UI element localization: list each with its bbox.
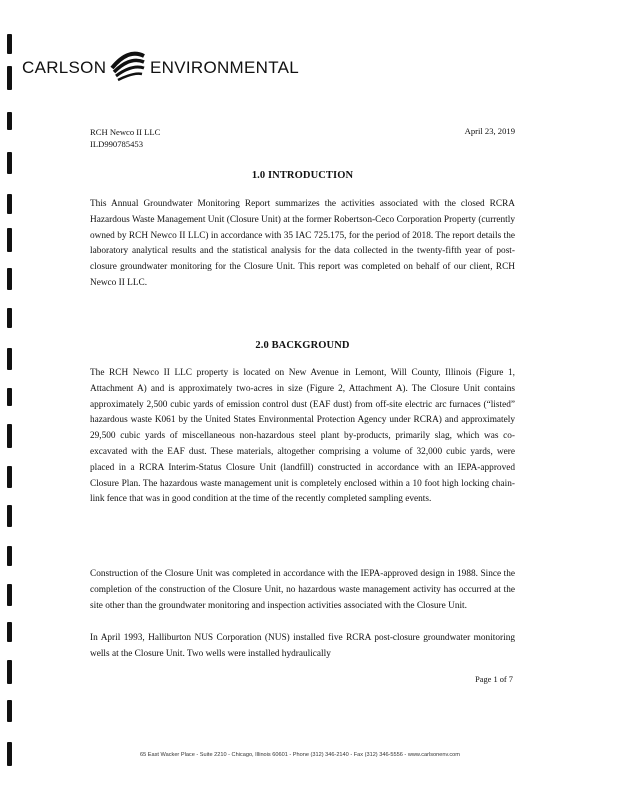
- page-number: Page 1 of 7: [475, 675, 513, 684]
- section-heading-background: 2.0 BACKGROUND: [255, 340, 350, 351]
- background-paragraph-2: Construction of the Closure Unit was completed in accordance with the IEPA-approved design in 1988. Since the completion of the construction of the Closure Unit, no hazardous waste management activity has occurred at the site other than the groundwater monitoring and inspection activities associated with the Closure Unit.: [90, 569, 515, 611]
- recipient-block: [90, 126, 160, 150]
- report-date: April 23, 2019: [464, 126, 515, 136]
- facility-id: ILD990785453: [90, 139, 143, 149]
- background-paragraph-3: In April 1993, Halliburton NUS Corporation (NUS) installed five RCRA post-closure groundwater monitoring wells at the Closure Unit. Two wells were installed hydraulically: [90, 633, 515, 659]
- introduction-paragraph: This Annual Groundwater Monitoring Report summarizes the activities associated with the closed RCRA Hazardous Waste Management Unit (Closure Unit) at the former Robertson-Ceco Corporation Property (currently owned by RCH Newco II LLC) in accordance with 35 IAC 725.175, for the period of 2018. The report details the laboratory analytical results and the statistical analysis for the data collected in the twenty-fifth year of post-closure groundwater monitoring for the Closure Unit. This report was completed on behalf of our client, RCH Newco II LLC.: [90, 199, 515, 288]
- section-heading-introduction: 1.0 INTRODUCTION: [251, 170, 354, 181]
- company-logo: [22, 44, 322, 84]
- logo-text-right: ENVIRONMENTAL: [150, 58, 300, 77]
- binder-marks: [4, 0, 18, 800]
- logo-text-left: CARLSON: [22, 58, 107, 77]
- logo-emblem-icon: [108, 46, 148, 84]
- background-paragraph-1: The RCH Newco II LLC property is located on New Avenue in Lemont, Will County, Illinois (Figure 1, Attachment A) and is approximately two-acres in size (Figure 2, Attachment A). The Closure Unit contains approximately 2,500 cubic yards of emission control dust (EAF dust) from off-site electric arc furnaces (“listed” hazardous waste K061 by the United States Environmental Protection Agency under RCRA) and approximately 29,500 cubic yards of miscellaneous non-hazardous steel plant by-products, primarily slag, which was co-excavated with the EAF dust. These materials, altogether comprising a volume of 32,000 cubic yards, were placed in a RCRA Interim-Status Closure Unit (landfill) constructed in accordance with an IEPA-approved Closure Plan. The hazardous waste management unit is completely enclosed within a 10 foot high locking chain-link fence that was in good condition at the time of the recently completed sampling events.: [90, 368, 515, 505]
- footer-contact: 65 East Wacker Place - Suite 2210 - Chicago, Illinois 60601 - Phone (312) 346-2140 - Fax (312) 346-5556 - www.carlsonenv.com: [140, 752, 460, 758]
- company-name: RCH Newco II LLC: [90, 127, 161, 137]
